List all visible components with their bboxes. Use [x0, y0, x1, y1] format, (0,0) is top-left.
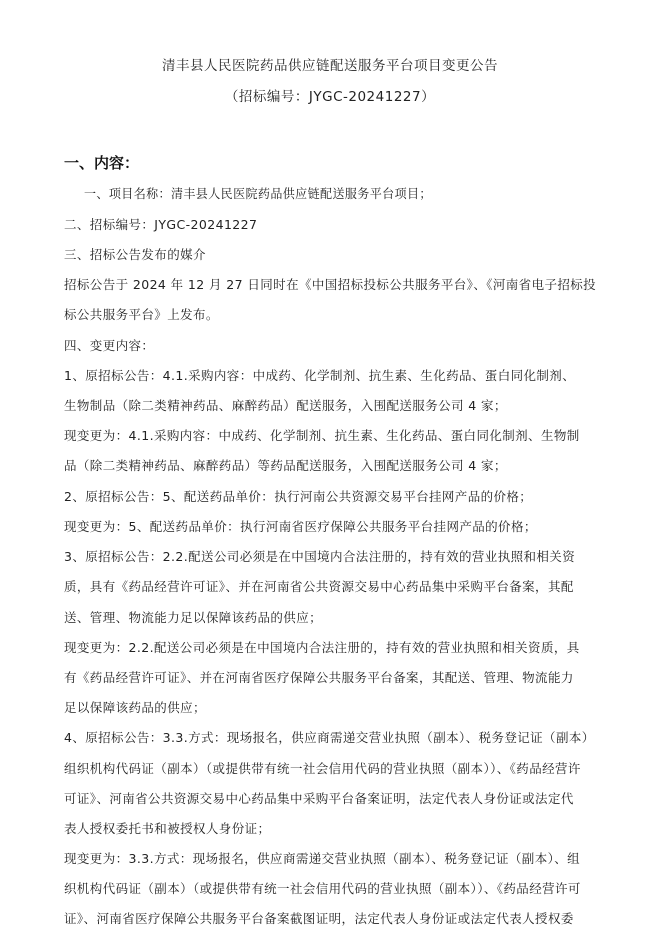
section-heading: 一、内容： [64, 154, 140, 172]
body-line: 有《药品经营许可证》、并在河南省医疗保障公共服务平台备案，其配送、管理、物流能力 [64, 670, 574, 685]
document-title: 清丰县人民医院药品供应链配送服务平台项目变更公告 [162, 58, 498, 74]
body-line: 生物制品（除二类精神药品、麻醉药品）配送服务，入围配送服务公司 4 家； [64, 398, 507, 413]
body-line: 质，具有《药品经营许可证》、并在河南省公共资源交易中心药品集中采购平台备案，其配 [64, 579, 574, 594]
body-line: 1、原招标公告：4.1.采购内容：中成药、化学制剂、抗生素、生化药品、蛋白同化制剂、 [64, 368, 576, 383]
body-line: 一、项目名称：清丰县人民医院药品供应链配送服务平台项目； [84, 186, 432, 201]
body-line: 三、招标公告发布的媒介 [64, 247, 206, 262]
body-line: 送、管理、物流能力足以保障该药品的供应； [64, 610, 323, 625]
body-line: 表人授权委托书和被授权人身份证； [64, 821, 271, 836]
body-line: 2、原招标公告：5、配送药品单价：执行河南公共资源交易平台挂网产品的价格； [64, 489, 533, 504]
body-line: 3、原招标公告：2.2.配送公司必须是在中国境内合法注册的，持有效的营业执照和相关资 [64, 549, 576, 564]
tender-number-subtitle: （招标编号：JYGC-20241227） [224, 89, 436, 105]
body-line: 现变更为：2.2.配送公司必须是在中国境内合法注册的，持有效的营业执照和相关资质，具 [64, 640, 580, 655]
body-line: 织机构代码证（副本）（或提供带有统一社会信用代码的营业执照（副本））、《药品经营许可 [64, 881, 581, 896]
body-line: 证》、河南省医疗保障公共服务平台备案截图证明，法定代表人身份证或法定代表人授权委 [64, 911, 574, 926]
body-line: 品（除二类精神药品、麻醉药品）等药品配送服务，入围配送服务公司 4 家； [64, 458, 507, 473]
body-line: 足以保障该药品的供应； [64, 700, 206, 715]
body-line: 二、招标编号：JYGC-20241227 [64, 217, 258, 232]
body-line: 可证》、河南省公共资源交易中心药品集中采购平台备案证明，法定代表人身份证或法定代 [64, 791, 574, 806]
body-line: 四、变更内容： [64, 338, 155, 353]
body-line: 现变更为：4.1.采购内容：中成药、化学制剂、抗生素、生化药品、蛋白同化制剂、生物制 [64, 428, 580, 443]
body-line: 组织机构代码证（副本）（或提供带有统一社会信用代码的营业执照（副本））、《药品经营许 [64, 761, 581, 776]
body-line: 标公共服务平台》上发布。 [64, 307, 219, 322]
body-line: 4、原招标公告：3.3.方式：现场报名，供应商需递交营业执照（副本）、税务登记证（副本） [64, 730, 595, 745]
body-line: 招标公告于 2024 年 12 月 27 日同时在《中国招标投标公共服务平台》、《河南省电子招标投 [64, 277, 597, 292]
body-line: 现变更为：3.3.方式：现场报名，供应商需递交营业执照（副本）、税务登记证（副本）、组 [64, 851, 581, 866]
body-line: 现变更为：5、配送药品单价：执行河南省医疗保障公共服务平台挂网产品的价格； [64, 519, 537, 534]
